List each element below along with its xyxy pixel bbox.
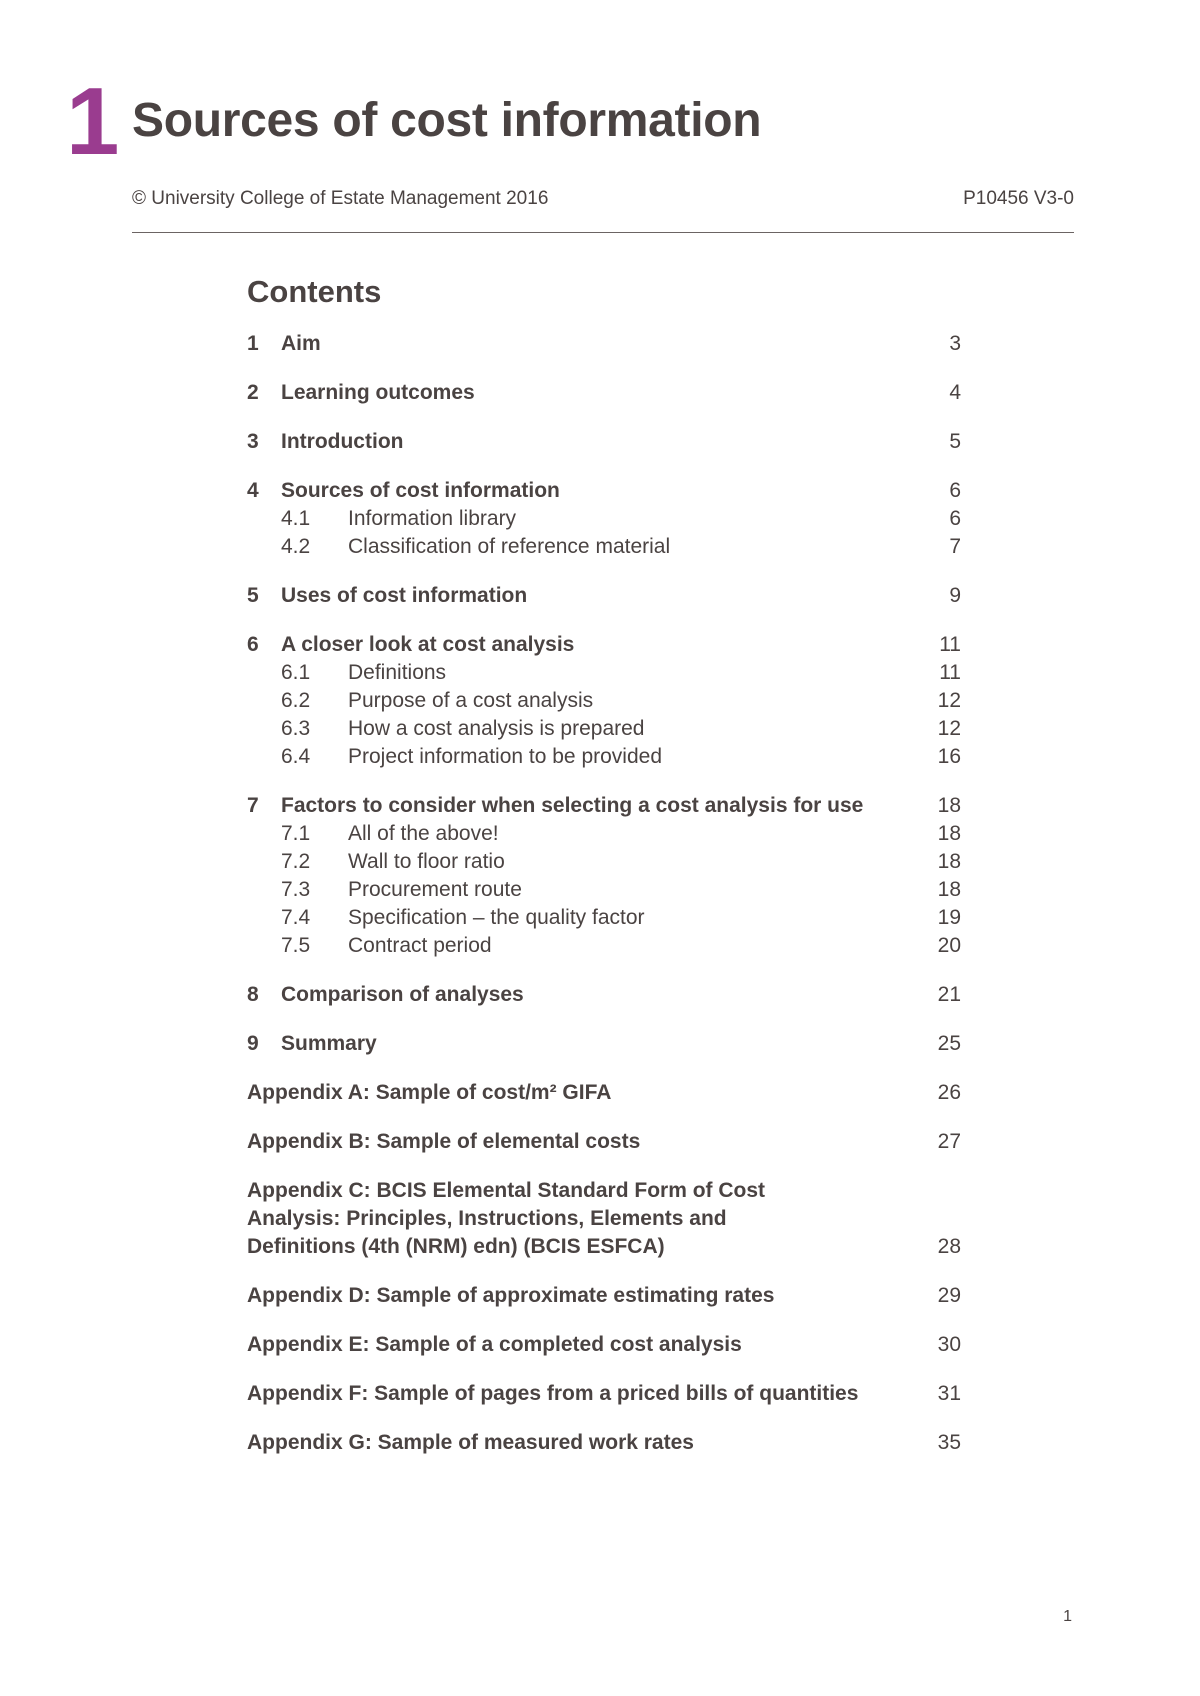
toc-page: 12	[937, 717, 961, 740]
toc-subentry[interactable]	[247, 505, 961, 533]
toc-label: Classification of reference material	[348, 535, 671, 558]
toc-appendix[interactable]	[247, 1429, 961, 1457]
toc-page: 29	[937, 1284, 961, 1307]
toc-entry[interactable]	[247, 379, 961, 407]
toc-number: 6	[247, 633, 259, 656]
toc-page: 35	[937, 1431, 961, 1454]
toc-page: 18	[937, 850, 961, 873]
toc-number: 7.3	[281, 878, 311, 901]
toc-label: Specification – the quality factor	[348, 906, 645, 929]
toc-label: Appendix C: BCIS Elemental Standard Form of Cost Analysis: Principles, Instructions, Elements and Definitions (4th (NRM) edn) (BCIS ESFCA)	[247, 1179, 766, 1258]
toc-subentry[interactable]	[247, 659, 961, 687]
toc-page: 18	[937, 822, 961, 845]
toc-label: Appendix G: Sample of measured work rates	[247, 1431, 694, 1454]
toc-page: 11	[939, 633, 961, 656]
chapter-number: 1	[66, 68, 120, 175]
toc-number: 8	[247, 983, 259, 1006]
toc-number: 3	[247, 430, 259, 453]
copyright-notice: © University College of Estate Management 2016	[132, 188, 549, 209]
toc-subentry[interactable]	[247, 743, 961, 771]
toc-page: 26	[937, 1081, 961, 1104]
toc-page: 19	[937, 906, 961, 929]
toc-number: 7.5	[281, 934, 311, 957]
toc-number: 1	[247, 332, 259, 355]
toc-label: Definitions	[348, 661, 447, 684]
toc-page: 9	[949, 584, 961, 607]
toc-entry[interactable]	[247, 792, 961, 820]
toc-label: Uses of cost information	[281, 584, 528, 607]
toc-page: 28	[937, 1235, 961, 1258]
toc-entry[interactable]	[247, 1030, 961, 1058]
toc-appendix[interactable]	[247, 1380, 961, 1408]
toc-entry[interactable]	[247, 631, 961, 659]
toc-entry[interactable]	[247, 428, 961, 456]
toc-label: Learning outcomes	[281, 381, 475, 404]
toc-appendix[interactable]	[247, 1079, 961, 1107]
toc-number: 6.4	[281, 745, 311, 768]
toc-number: 6.1	[281, 661, 311, 684]
toc-label: Purpose of a cost analysis	[348, 689, 594, 712]
toc-label: Appendix D: Sample of approximate estimating rates	[247, 1284, 775, 1307]
toc-appendix[interactable]	[247, 1177, 961, 1261]
toc-page: 6	[949, 479, 961, 502]
toc-number: 4.2	[281, 535, 311, 558]
toc-page: 31	[937, 1382, 961, 1405]
page-number: 1	[1063, 1608, 1072, 1625]
toc-label: Aim	[281, 332, 321, 355]
toc-label: Summary	[281, 1032, 377, 1055]
toc-label: Factors to consider when selecting a cost analysis for use	[281, 794, 864, 817]
toc-page: 11	[939, 661, 961, 684]
toc-entry[interactable]	[247, 981, 961, 1009]
toc-page: 3	[949, 332, 961, 355]
toc-page: 18	[937, 878, 961, 901]
toc-subentry[interactable]	[247, 848, 961, 876]
toc-subentry[interactable]	[247, 904, 961, 932]
toc-page: 7	[949, 535, 961, 558]
toc-label: Appendix B: Sample of elemental costs	[247, 1130, 641, 1153]
toc-page: 18	[937, 794, 961, 817]
toc-page: 16	[937, 745, 961, 768]
toc-label: All of the above!	[348, 822, 499, 845]
document-code: P10456 V3-0	[963, 188, 1074, 209]
toc-entry[interactable]	[247, 477, 961, 505]
toc-number: 4.1	[281, 507, 311, 530]
toc-number: 9	[247, 1032, 259, 1055]
toc-label: Appendix E: Sample of a completed cost analysis	[247, 1333, 742, 1356]
toc-appendix[interactable]	[247, 1282, 961, 1310]
toc-label: How a cost analysis is prepared	[348, 717, 645, 740]
toc-subentry[interactable]	[247, 932, 961, 960]
toc-number: 2	[247, 381, 259, 404]
toc-label: Comparison of analyses	[281, 983, 524, 1006]
toc-page: 25	[937, 1032, 961, 1055]
toc-number: 4	[247, 479, 259, 502]
toc-page: 20	[937, 934, 961, 957]
toc-number: 5	[247, 584, 259, 607]
document-meta	[132, 187, 1074, 211]
toc-entry[interactable]	[247, 330, 961, 358]
toc-appendix[interactable]	[247, 1128, 961, 1156]
toc-page: 30	[937, 1333, 961, 1356]
toc-page: 5	[949, 430, 961, 453]
toc-label: Sources of cost information	[281, 479, 560, 502]
toc-subentry[interactable]	[247, 533, 961, 561]
toc-subentry[interactable]	[247, 687, 961, 715]
toc-number: 7.1	[281, 822, 311, 845]
toc-label: Procurement route	[348, 878, 522, 901]
toc-subentry[interactable]	[247, 820, 961, 848]
toc-page: 27	[937, 1130, 961, 1153]
toc-page: 6	[949, 507, 961, 530]
table-of-contents	[247, 330, 961, 1457]
toc-page: 21	[937, 983, 961, 1006]
toc-page: 12	[937, 689, 961, 712]
toc-label: Information library	[348, 507, 517, 530]
toc-number: 6.3	[281, 717, 311, 740]
header-divider	[132, 232, 1074, 233]
toc-number: 7	[247, 794, 259, 817]
toc-label: Contract period	[348, 934, 492, 957]
toc-entry[interactable]	[247, 582, 961, 610]
toc-label: A closer look at cost analysis	[281, 633, 575, 656]
toc-label: Wall to floor ratio	[348, 850, 505, 873]
toc-number: 7.4	[281, 906, 311, 929]
toc-appendix[interactable]	[247, 1331, 961, 1359]
toc-number: 6.2	[281, 689, 311, 712]
toc-subentry[interactable]	[247, 876, 961, 904]
toc-label: Introduction	[281, 430, 404, 453]
toc-subentry[interactable]	[247, 715, 961, 743]
toc-label: Appendix A: Sample of cost/m² GIFA	[247, 1081, 612, 1104]
toc-label: Appendix F: Sample of pages from a priced bills of quantities	[247, 1382, 859, 1405]
document-title: Sources of cost information	[132, 94, 762, 147]
toc-label: Project information to be provided	[348, 745, 663, 768]
toc-number: 7.2	[281, 850, 311, 873]
toc-page: 4	[949, 381, 961, 404]
contents-heading: Contents	[247, 274, 382, 309]
